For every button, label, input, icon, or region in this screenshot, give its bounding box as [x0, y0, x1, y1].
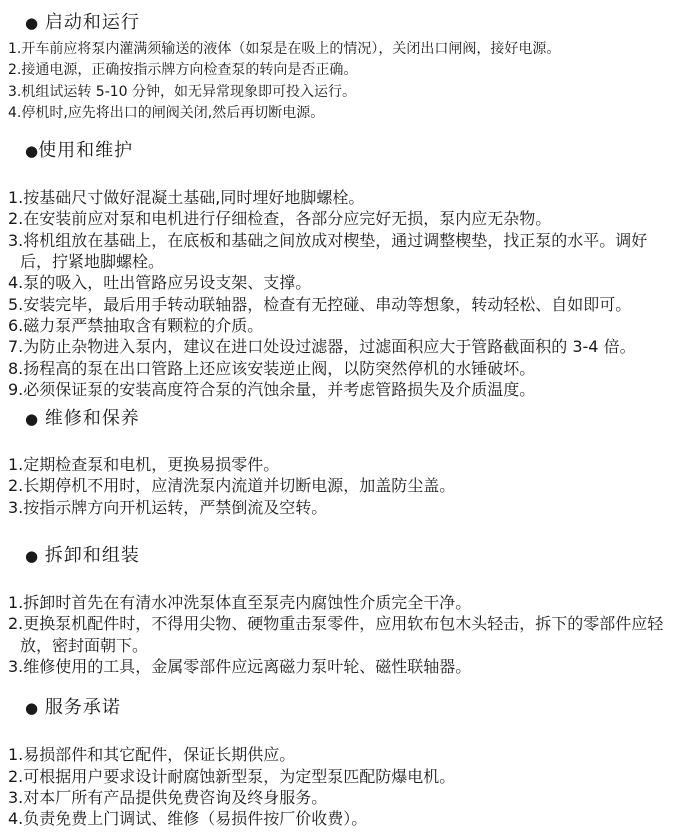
bullet-icon: ●	[25, 699, 39, 718]
bullet-icon: ●	[25, 410, 39, 429]
section-heading	[25, 546, 674, 566]
list-item: 4.负责免费上门调试、维修（易损件按厂价收费）。	[8, 809, 368, 829]
item-list	[8, 592, 674, 677]
list-item: 7.为防止杂物进入泵内，建议在进口处设过滤器，过滤面积应大于管路截面积的 3-4 倍。	[8, 337, 636, 357]
list-item: 1.定期检查泵和电机，更换易损零件。	[8, 455, 280, 475]
section-title: 使用和维护	[38, 140, 134, 162]
list-item: 2.在安装前应对泵和电机进行仔细检查，各部分应完好无损，泵内应无杂物。	[8, 209, 552, 229]
item-list	[8, 187, 674, 400]
list-item: 2.接通电源，正确按指示牌方向检查泵的转向是否正确。	[8, 62, 358, 79]
list-item: 3.机组试运转 5-10 分钟，如无异常现象即可投入运行。	[8, 83, 357, 100]
section-title: 服务承诺	[38, 697, 121, 719]
section-title: 拆卸和组装	[38, 545, 140, 567]
section-heading	[25, 141, 674, 161]
list-item: 1.拆卸时首先在有清水冲洗泵体直至泵壳内腐蚀性介质完全干净。	[8, 593, 472, 613]
list-item: 2.可根据用户要求设计耐腐蚀新型泵，为定型泵匹配防爆电机。	[8, 766, 456, 786]
section-heading	[25, 409, 674, 429]
list-item: 8.扬程高的泵在出口管路上还应该安装逆止阀，以防突然停机的水锤破坏。	[8, 358, 536, 378]
list-item: 3.维修使用的工具，金属零部件应远离磁力泵叶轮、磁性联轴器。	[8, 656, 472, 676]
item-list	[8, 744, 674, 829]
list-item: 3.按指示牌方向开机运转，严禁倒流及空转。	[8, 497, 328, 517]
section-heading	[25, 698, 674, 718]
section-heading	[25, 13, 674, 33]
section-startup-operation	[8, 13, 674, 124]
item-list	[8, 39, 674, 124]
list-item: 2.长期停机不用时，应清洗泵内流道并切断电源，加盖防尘盖。	[8, 476, 456, 496]
list-item: 1.按基础尺寸做好混凝土基础,同时埋好地脚螺栓。	[8, 188, 365, 208]
list-item: 9.必须保证泵的安装高度符合泵的汽蚀余量，并考虑管路损失及介质温度。	[8, 379, 536, 399]
list-item: 2.更换泵机配件时，不得用尖物、硬物重击泵零件，应用软布包木头轻击，拆下的零部件应轻放，密封面朝下。	[8, 614, 664, 655]
list-item: 3.对本厂所有产品提供免费咨询及终身服务。	[8, 787, 328, 807]
section-repair-care	[8, 409, 674, 518]
item-list	[8, 454, 674, 518]
list-item: 6.磁力泵严禁抽取含有颗粒的介质。	[8, 315, 264, 335]
list-item: 1.开车前应将泵内灌满须输送的液体（如泵是在吸上的情况），关闭出口闸阀，接好电源。	[8, 41, 561, 57]
list-item: 1.易损部件和其它配件，保证长期供应。	[8, 745, 296, 765]
section-use-maintenance	[8, 141, 674, 400]
bullet-icon: ●	[25, 547, 39, 566]
section-title: 启动和运行	[38, 12, 140, 33]
section-title: 维修和保养	[38, 408, 140, 430]
list-item: 3.将机组放在基础上，在底板和基础之间放成对楔垫，通过调整楔垫，找正泵的水平。调好后，拧紧地脚螺栓。	[8, 230, 648, 272]
bullet-icon: ●	[25, 14, 39, 32]
section-service-commitment	[8, 698, 674, 829]
list-item: 5.安装完毕，最后用手转动联轴器，检查有无控碰、串动等想象，转动轻松、自如即可。	[8, 294, 632, 314]
list-item: 4.停机时,应先将出口的闸阀关闭,然后再切断电源。	[8, 104, 325, 121]
bullet-icon: ●	[25, 142, 39, 161]
list-item: 4.泵的吸入，吐出管路应另设支架、支撑。	[8, 273, 312, 293]
section-disassembly-assembly	[8, 546, 674, 677]
